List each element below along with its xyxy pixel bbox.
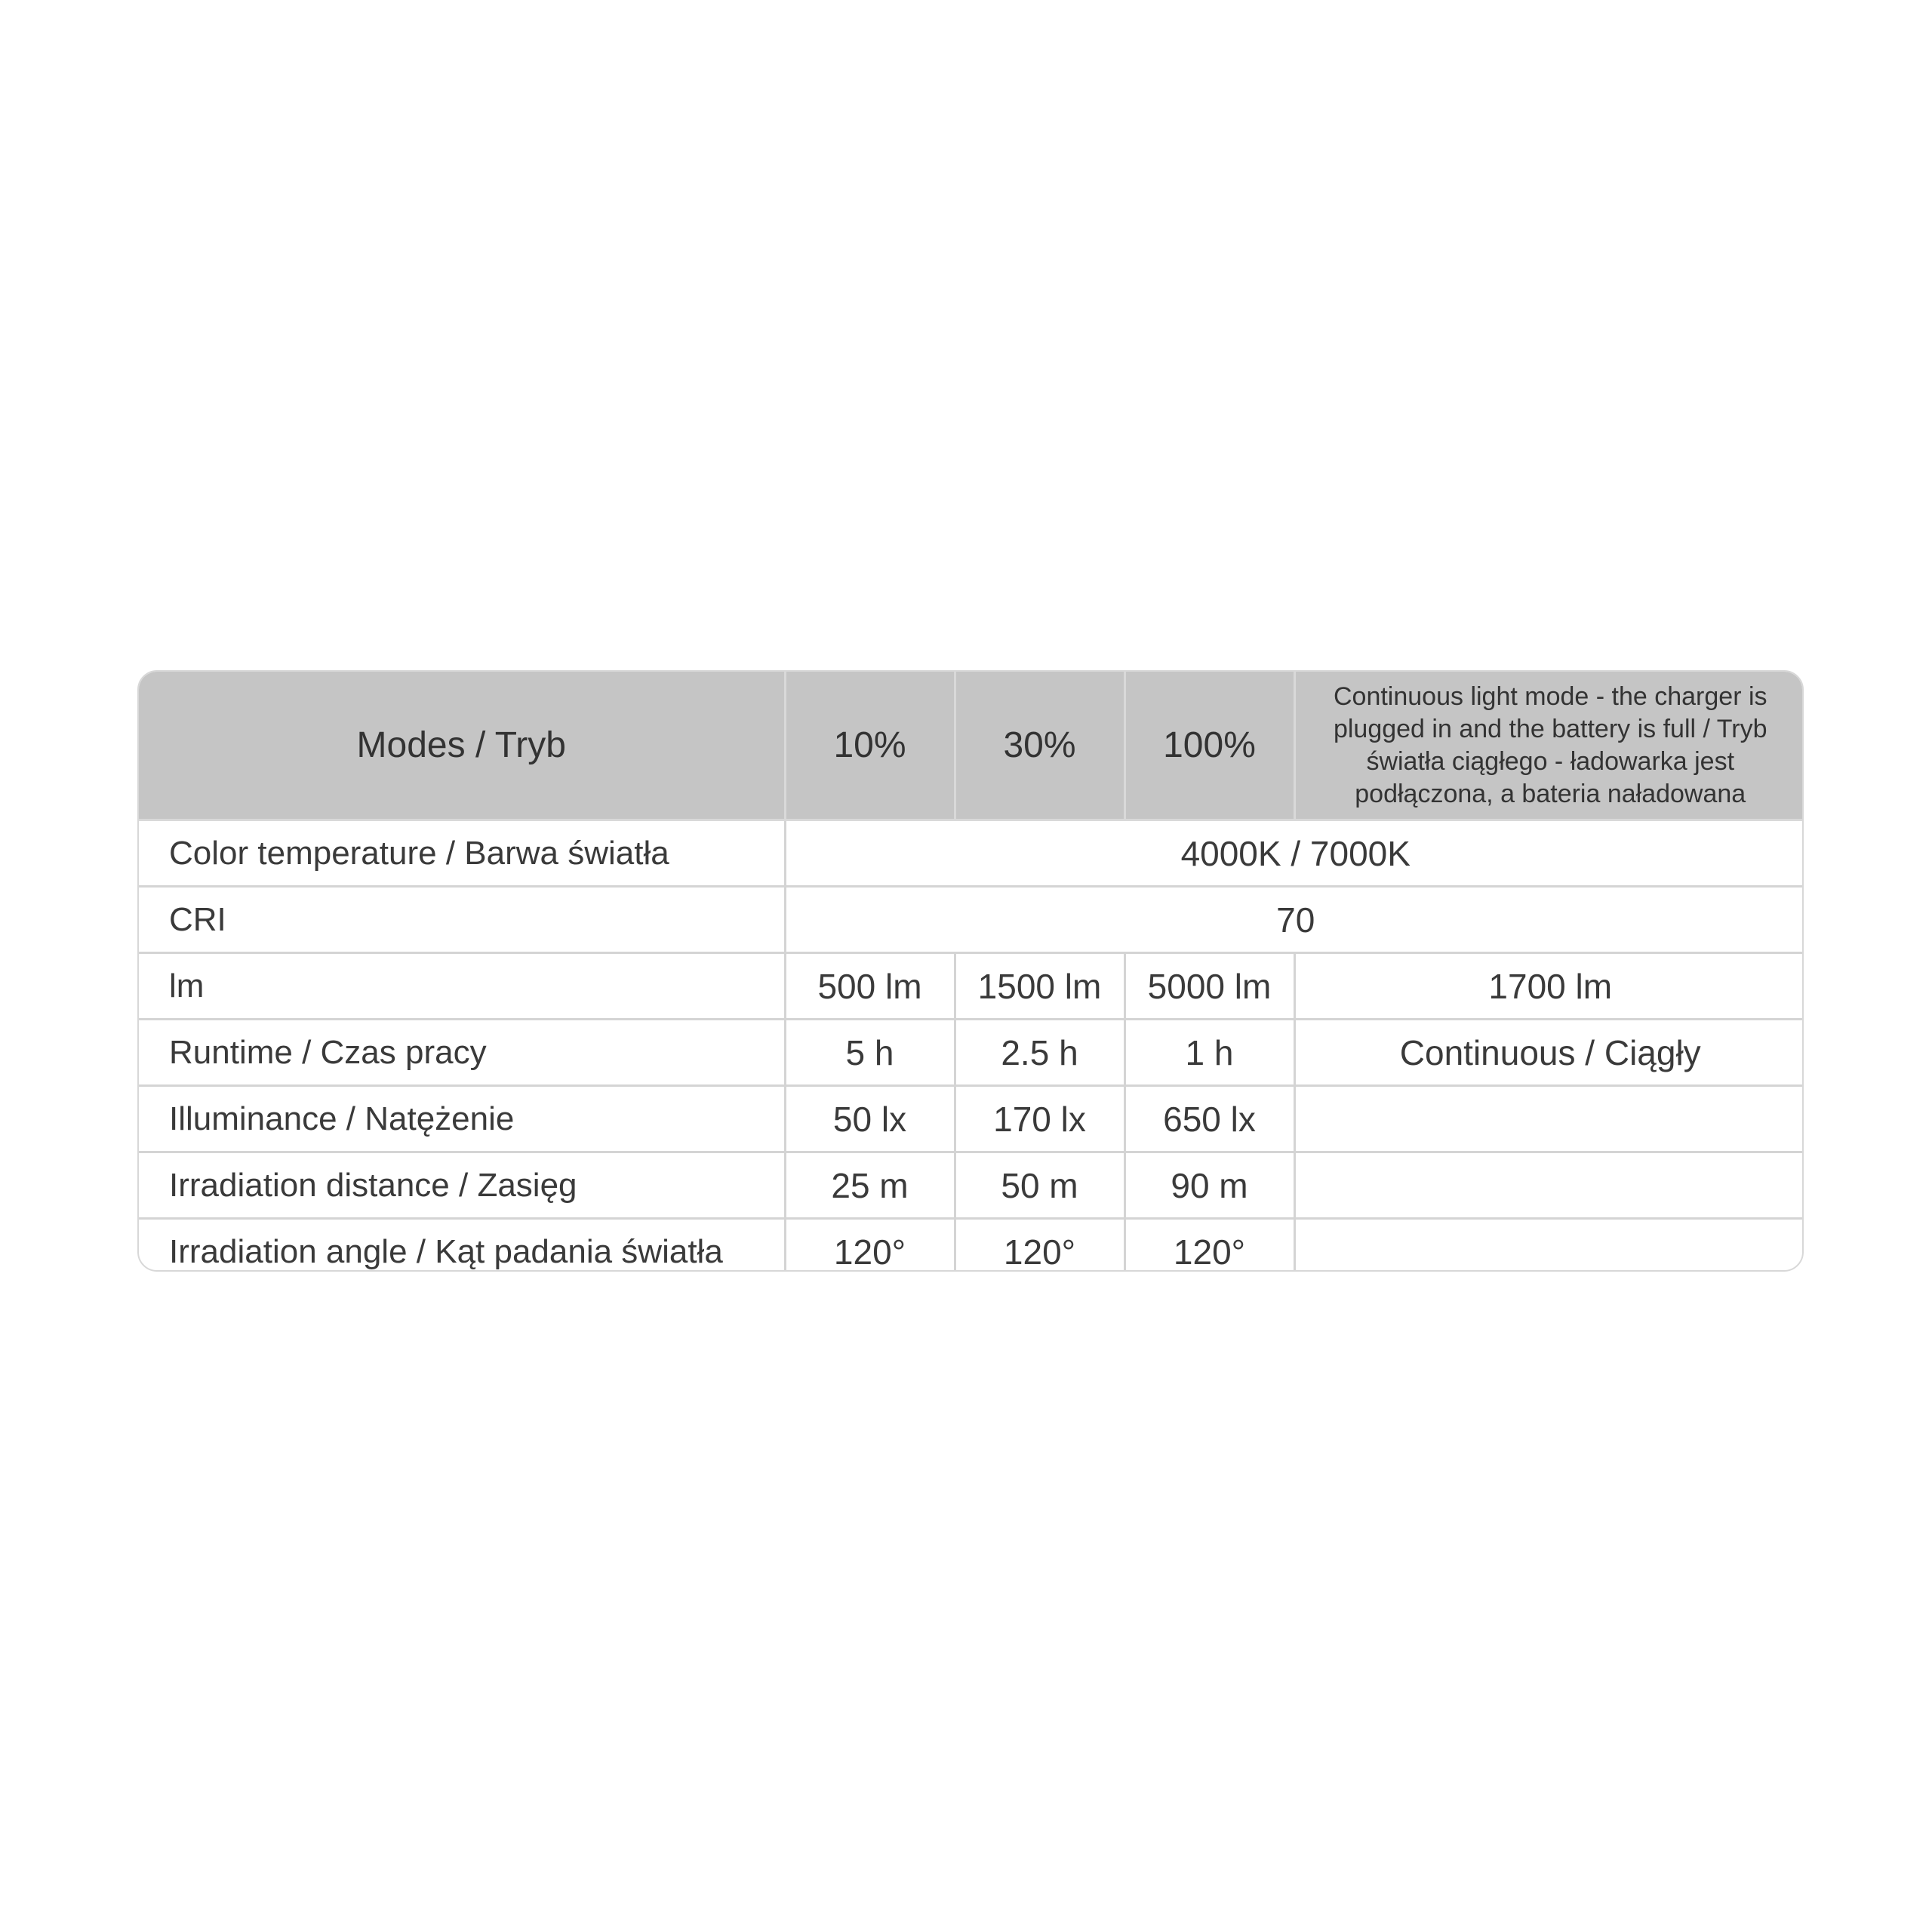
table-cell: 1 h — [1124, 1020, 1294, 1086]
table-cell: 120° — [785, 1219, 955, 1272]
table-cell: 5 h — [785, 1020, 955, 1086]
spec-table-card — [137, 670, 1804, 1272]
table-cell: 25 m — [785, 1152, 955, 1219]
row-illuminance — [139, 1086, 1804, 1152]
row-label: CRI — [139, 887, 785, 953]
header-row — [139, 672, 1804, 820]
table-cell: 1700 lm — [1294, 953, 1804, 1020]
table-cell: 500 lm — [785, 953, 955, 1020]
table-cell: 90 m — [1124, 1152, 1294, 1219]
header-100-percent: 100% — [1124, 672, 1294, 820]
header-modes: Modes / Tryb — [139, 672, 785, 820]
table-cell: 650 lx — [1124, 1086, 1294, 1152]
row-label: Irradiation distance / Zasięg — [139, 1152, 785, 1219]
table-cell: 120° — [955, 1219, 1124, 1272]
table-cell: 2.5 h — [955, 1020, 1124, 1086]
table-cell: 1500 lm — [955, 953, 1124, 1020]
header-30-percent: 30% — [955, 672, 1124, 820]
row-label: Irradiation angle / Kąt padania światła — [139, 1219, 785, 1272]
table-cell: Continuous / Ciągły — [1294, 1020, 1804, 1086]
table-cell: 5000 lm — [1124, 953, 1294, 1020]
header-continuous-mode: Continuous light mode - the charger is plugged in and the battery is full / Tryb światła ciągłego - ładowarka jest podłączona, a bateria naładowana — [1294, 672, 1804, 820]
spec-table — [139, 672, 1804, 1272]
row-lumen — [139, 953, 1804, 1020]
row-angle — [139, 1219, 1804, 1272]
row-color-temperature — [139, 820, 1804, 887]
table-cell — [1294, 1152, 1804, 1219]
row-cri — [139, 887, 1804, 953]
cri-value: 70 — [785, 887, 1804, 953]
table-cell: 50 lx — [785, 1086, 955, 1152]
table-cell: 120° — [1124, 1219, 1294, 1272]
table-cell — [1294, 1086, 1804, 1152]
table-cell — [1294, 1219, 1804, 1272]
row-label: Color temperature / Barwa światła — [139, 820, 785, 887]
row-distance — [139, 1152, 1804, 1219]
table-cell: 170 lx — [955, 1086, 1124, 1152]
row-label: lm — [139, 953, 785, 1020]
row-label: Illuminance / Natężenie — [139, 1086, 785, 1152]
color-temperature-value: 4000K / 7000K — [785, 820, 1804, 887]
header-10-percent: 10% — [785, 672, 955, 820]
row-label: Runtime / Czas pracy — [139, 1020, 785, 1086]
row-runtime — [139, 1020, 1804, 1086]
table-cell: 50 m — [955, 1152, 1124, 1219]
